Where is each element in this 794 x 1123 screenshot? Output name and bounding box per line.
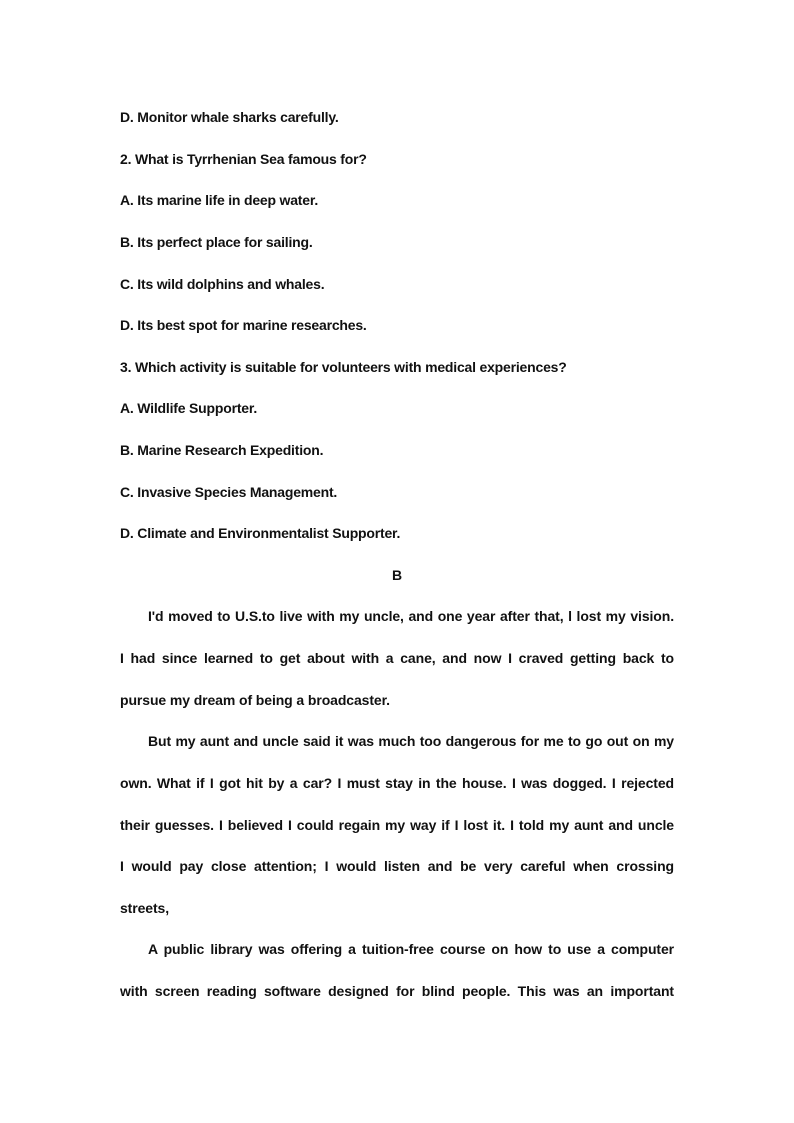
option-d-q1: D. Monitor whale sharks carefully. xyxy=(120,109,339,125)
passage-line: pursue my dream of being a broadcaster. xyxy=(120,692,390,708)
passage-line: with screen reading software designed for blind people. This was an important xyxy=(120,983,674,999)
option-a-q2: A. Its marine life in deep water. xyxy=(120,192,319,208)
option-a-q3: A. Wildlife Supporter. xyxy=(120,400,258,416)
passage-line: I had since learned to get about with a cane, and now I craved getting back to xyxy=(120,650,674,666)
question-2: 2. What is Tyrrhenian Sea famous for? xyxy=(120,151,367,167)
passage-line: I would pay close attention; I would listen and be very careful when crossing xyxy=(120,858,674,874)
option-b-q3: B. Marine Research Expedition. xyxy=(120,442,324,458)
option-c-q2: C. Its wild dolphins and whales. xyxy=(120,276,325,292)
option-b-q2: B. Its perfect place for sailing. xyxy=(120,234,313,250)
passage-line: I'd moved to U.S.to live with my uncle, and one year after that, l lost my vision. xyxy=(148,608,674,624)
passage-line: A public library was offering a tuition-free course on how to use a computer xyxy=(148,941,674,957)
option-d-q3: D. Climate and Environmentalist Supporter. xyxy=(120,525,401,541)
option-d-q2: D. Its best spot for marine researches. xyxy=(120,317,367,333)
passage-line: own. What if I got hit by a car? I must stay in the house. I was dogged. I rejected xyxy=(120,775,674,791)
option-c-q3: C. Invasive Species Management. xyxy=(120,484,338,500)
section-title: B xyxy=(391,567,403,583)
passage-line: their guesses. I believed I could regain my way if I lost it. I told my aunt and uncle xyxy=(120,817,674,833)
passage-line: streets, xyxy=(120,900,170,916)
document-page xyxy=(120,0,674,1123)
passage-line: But my aunt and uncle said it was much too dangerous for me to go out on my xyxy=(148,733,674,749)
question-3: 3. Which activity is suitable for volunteers with medical experiences? xyxy=(120,359,567,375)
